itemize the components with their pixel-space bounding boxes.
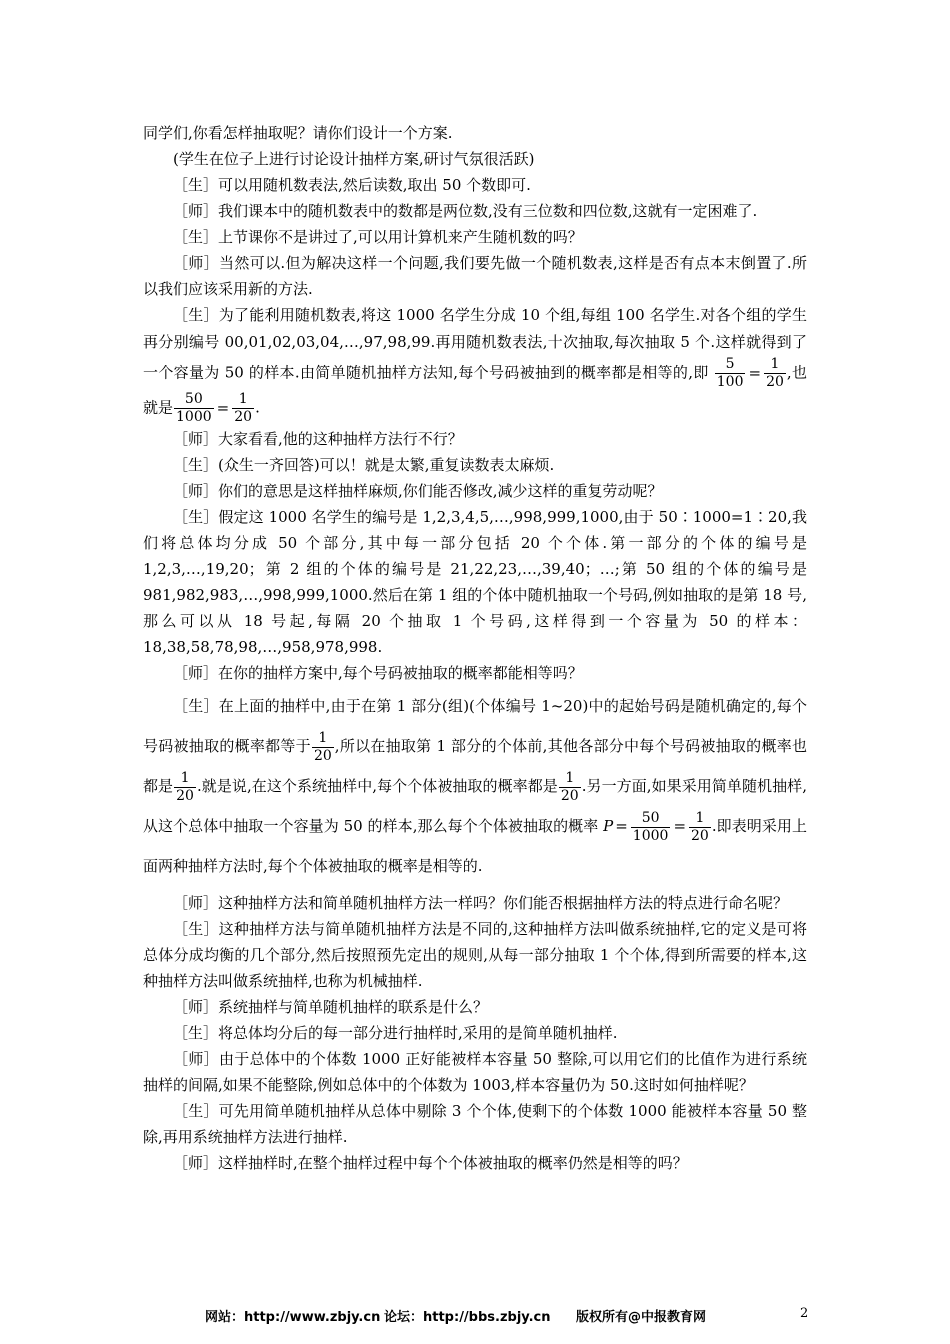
- paragraph-13: [143, 686, 807, 886]
- paragraph-3: ［生］可以用随机数表法,然后读数,取出 50 个数即可.: [173, 176, 531, 194]
- paragraph-13-text-d: .另一方面,如果采用简单随机抽样,从这个总体中抽取一个容量为 50 的样本,那么每个个体被抽取的概率: [143, 777, 807, 835]
- paragraph-2: (学生在位子上进行讨论设计抽样方案,研讨气氛很活跃): [173, 150, 535, 168]
- paragraph-13-text-e: .即表明采用上面两种抽样方法时,每个个体被抽取的概率是相等的.: [143, 817, 807, 875]
- probability-symbol: P: [603, 817, 614, 835]
- paragraph-13-text-a: ［生］在上面的抽样中,由于在第 1 部分(组)(个体编号 1~20)中的起始号码是随机确定的,每个号码被抽取的概率都等于: [143, 697, 807, 755]
- paragraph-9: ［生］(众生一齐回答)可以！就是太繁,重复读数表太麻烦.: [173, 456, 555, 474]
- paragraph-17: ［生］将总体均分后的每一部分进行抽样时,采用的是简单随机抽样.: [173, 1024, 618, 1042]
- paragraph-20: ［师］这样抽样时,在整个抽样过程中每个个体被抽取的概率仍然是相等的吗？: [173, 1154, 688, 1172]
- footer-website: 网站：http://www.zbjy.cn: [205, 1310, 381, 1325]
- paragraph-13-text-c: .就是说,在这个系统抽样中,每个个体被抽取的概率都是: [196, 777, 558, 795]
- paragraph-1: 同学们,你看怎样抽取呢？请你们设计一个方案.: [143, 124, 453, 142]
- paragraph-7: [143, 302, 807, 426]
- paragraph-7-text-b: ,也就是: [143, 363, 807, 417]
- fraction-5-over-100: $\frac{5}{100}$: [716, 356, 744, 390]
- fraction-1-over-20: $\frac{1}{20}$: [691, 809, 709, 844]
- paragraph-11: ［生］假定这 1000 名学生的编号是 1,2,3,4,5,…,998,999,1000,由于 50∶1000=1∶20,我们将总体均分成 50 个部分,其中每一部分包括 20 个个体.第一部分的个体的编号是 1,2,3,…,19,20；第 2 组的个体的编号是 21,22,23,…,39,40；…;第 50 组的个体的编号是 981,982,983,…,998,999,1000.然后在第 1 组的个体中随机抽取一个号码,例如抽取的是第 18 号,那么可以从 18 号起,每隔 20 个抽取 1 个号码,这样得到一个容量为 50 的样本：18,38,58,78,98,…,958,978,998.: [143, 508, 807, 656]
- fraction-50-over-1000: $\frac{50}{1000}$: [176, 391, 212, 425]
- paragraph-5: ［生］上节课你不是讲过了,可以用计算机来产生随机数的吗？: [173, 228, 583, 246]
- equals-sign: =: [748, 363, 762, 382]
- paragraph-14: ［师］这种抽样方法和简单随机抽样方法一样吗？你们能否根据抽样方法的特点进行命名呢？: [173, 894, 789, 912]
- fraction-50-over-1000: $\frac{50}{1000}$: [632, 809, 669, 844]
- paragraph-10: ［师］你们的意思是这样抽样麻烦,你们能否修改,减少这样的重复劳动呢？: [173, 482, 663, 500]
- paragraph-15: ［生］这种抽样方法与简单随机抽样方法是不同的,这种抽样方法叫做系统抽样,它的定义是可将总体分成均衡的几个部分,然后按照预先定出的规则,从每一部分抽取 1 个个体,得到所需要的样本,这种抽样方法叫做系统抽样,也称为机械抽样.: [143, 920, 807, 990]
- page-footer: [0, 1306, 950, 1328]
- paragraph-16: ［师］系统抽样与简单随机抽样的联系是什么？: [173, 998, 489, 1016]
- paragraph-18: ［师］由于总体中的个体数 1000 正好能被样本容量 50 整除,可以用它们的比值作为进行系统抽样的间隔,如果不能整除,例如总体中的个体数为 1003,样本容量仍为 50.这时如何抽样呢？: [143, 1050, 807, 1094]
- equals-sign: =: [673, 817, 687, 835]
- paragraph-6: ［师］当然可以.但为解决这样一个问题,我们要先做一个随机数表,这样是否有点本末倒置了.所以我们应该采用新的方法.: [143, 254, 807, 298]
- fraction-1-over-20: $\frac{1}{20}$: [313, 729, 332, 764]
- page-number: 2: [800, 1306, 809, 1321]
- equals-sign: =: [615, 817, 628, 835]
- paragraph-4: ［师］我们课本中的随机数表中的数都是两位数,没有三位数和四位数,这就有一定困难了.: [173, 202, 758, 220]
- paragraph-12: ［师］在你的抽样方案中,每个号码被抽取的概率都能相等吗？: [173, 664, 583, 682]
- fraction-1-over-20: $\frac{1}{20}$: [234, 391, 253, 425]
- footer-copyright: 版权所有@中报教育网: [576, 1310, 707, 1325]
- paragraph-19: ［生］可先用简单随机抽样从总体中剔除 3 个个体,使剩下的个体数 1000 能被样本容量 50 整除,再用系统抽样方法进行抽样.: [143, 1102, 807, 1146]
- equals-sign: =: [216, 398, 230, 417]
- footer-forum: 论坛：http://bbs.zbjy.cn: [384, 1310, 551, 1325]
- paragraph-7-text-c: .: [255, 398, 260, 417]
- paragraph-7-text-a: ［生］为了能利用随机数表,将这 1000 名学生分成 10 个组,每组 100 名学生.对各个组的学生再分别编号 00,01,02,03,04,…,97,98,99.再用随机数表法,十次抽取,每次抽取 5 个.这样就得到了一个容量为 50 的样本.由简单随机抽样方法知,每个号码被抽到的概率都是相等的,即: [143, 306, 807, 382]
- document-body: [143, 120, 807, 1176]
- paragraph-13-text-b: ,所以在抽取第 1 部分的个体前,其他各部分中每个号码被抽取的概率也都是: [143, 737, 807, 795]
- fraction-1-over-20: $\frac{1}{20}$: [560, 769, 579, 804]
- paragraph-8: ［师］大家看看,他的这种抽样方法行不行？: [173, 430, 463, 448]
- fraction-1-over-20: $\frac{1}{20}$: [176, 769, 194, 804]
- fraction-1-over-20: $\frac{1}{20}$: [766, 356, 784, 390]
